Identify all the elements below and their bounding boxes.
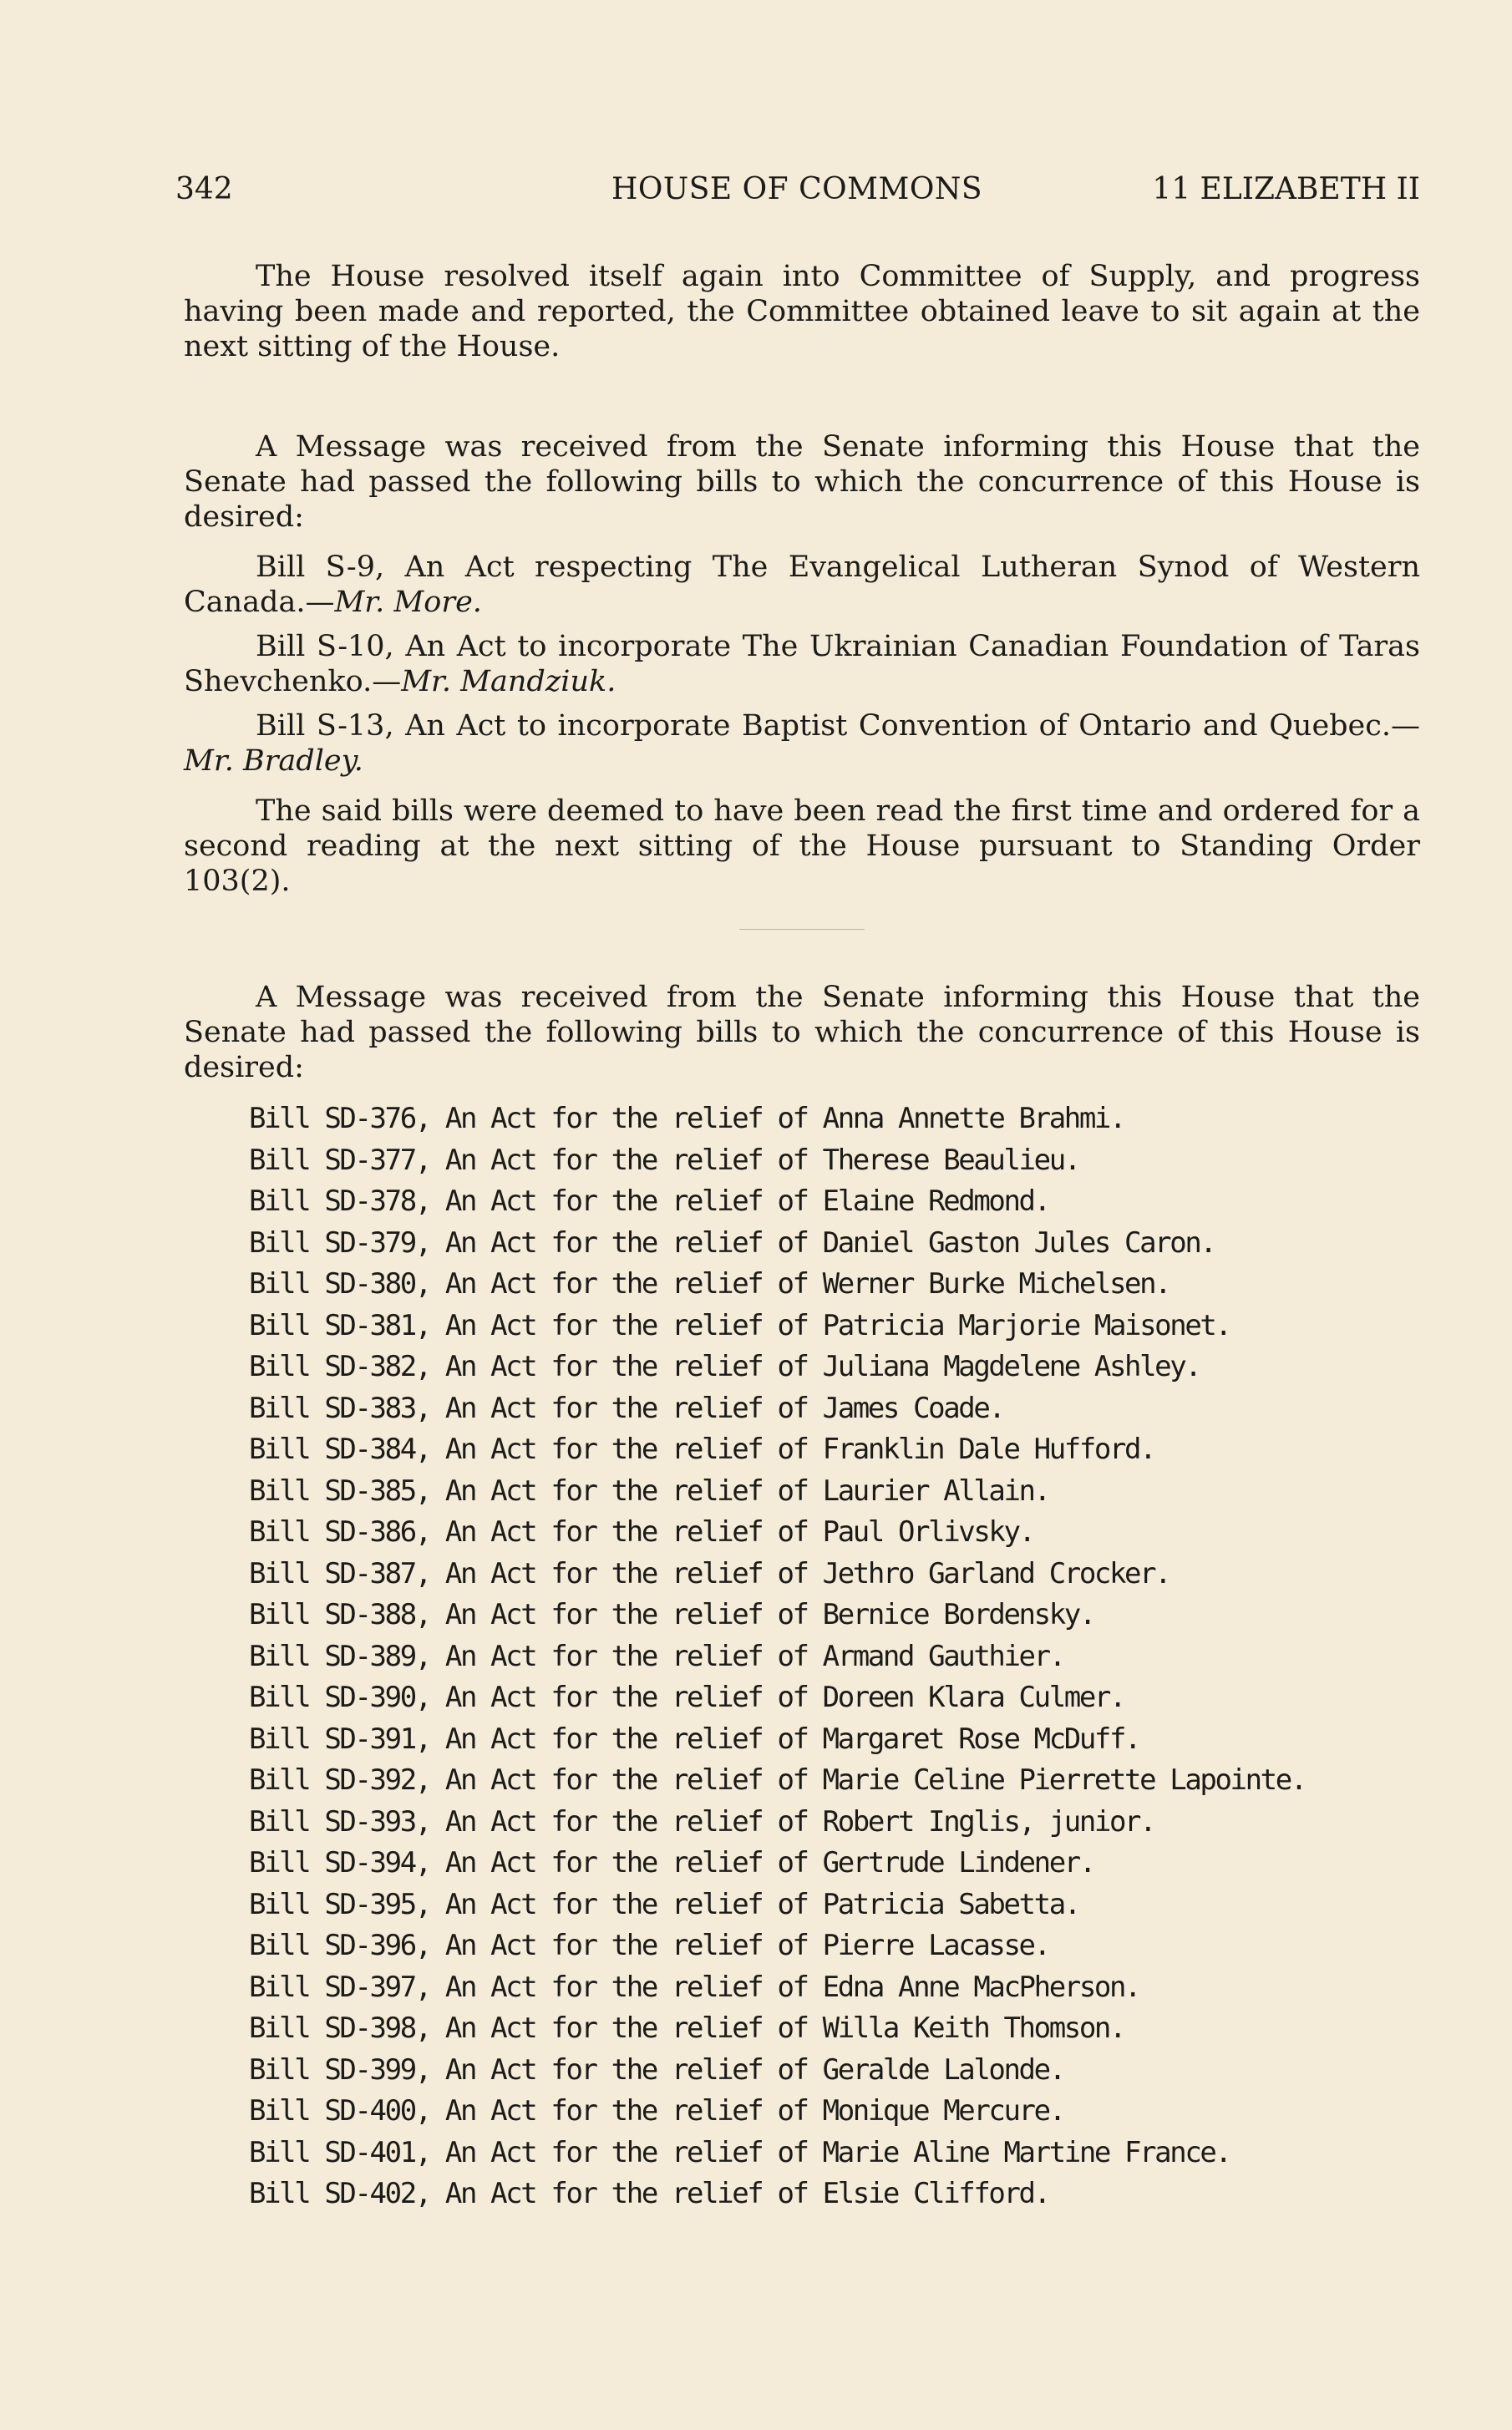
bill-list-item: Bill SD-388, An Act for the relief of Bernice Bordensky. [249,1598,1094,1631]
committee-supply-paragraph: The House resolved itself again into Committee of Supply, and progress having been made and reported, the Committee obtained leave to sit again at the next sitting of the House. [184,260,1420,363]
sponsor-name: Mr. Mandziuk. [401,665,616,698]
senate-message-paragraph: A Message was received from the Senate informing this House that the Senate had passed the following bills to which the concurrence of this House is desired: [184,430,1420,534]
bill-list-item: Bill SD-400, An Act for the relief of Monique Mercure. [249,2094,1064,2128]
senate-bill-list [184,550,1420,779]
senate-message-paragraph-2: A Message was received from the Senate informing this House that the Senate had passed the following bills to which the concurrence of this House is desired: [184,981,1420,1084]
bill-list-item: Bill SD-390, An Act for the relief of Doreen Klara Culmer. [249,1681,1125,1714]
bill-list-item: Bill SD-396, An Act for the relief of Pierre Lacasse. [249,1929,1049,1962]
bill-list-item: Bill SD-401, An Act for the relief of Marie Aline Martine France. [249,2135,1230,2169]
first-reading-paragraph: The said bills were deemed to have been read the first time and ordered for a second reading at the next sitting of the House pursuant to Standing Order 103(2). [184,794,1420,898]
bill-list-item: Bill SD-385, An Act for the relief of Laurier Allain. [249,1474,1049,1508]
header-title: HOUSE OF COMMONS [611,172,983,206]
bill-list-item: Bill SD-394, An Act for the relief of Gertrude Lindener. [249,1846,1094,1880]
bill-list-item: Bill SD-383, An Act for the relief of James Coade. [249,1391,1004,1425]
bill-list-item: Bill SD-387, An Act for the relief of Jethro Garland Crocker. [249,1556,1170,1590]
bill-list-item: Bill SD-389, An Act for the relief of Armand Gauthier. [249,1639,1064,1673]
bill-list-item: Bill SD-395, An Act for the relief of Patricia Sabetta. [249,1887,1079,1921]
bill-list-item: Bill SD-376, An Act for the relief of Anna Annette Brahmi. [249,1102,1125,1135]
page-body [184,259,1420,2215]
bill-list-item: Bill SD-392, An Act for the relief of Marie Celine Pierrette Lapointe. [249,1763,1306,1797]
divorce-bill-list [184,1098,1420,2215]
bill-list-item: Bill SD-397, An Act for the relief of Edna Anne MacPherson. [249,1970,1140,2004]
bill-list-item: Bill SD-379, An Act for the relief of Daniel Gaston Jules Caron. [249,1225,1215,1260]
page-number: 342 [175,172,233,206]
bill-list-item: Bill SD-402, An Act for the relief of Elsie Clifford. [249,2177,1049,2210]
sponsor-name: Mr. More. [334,586,482,619]
bill-list-item: Bill SD-378, An Act for the relief of Elaine Redmond. [249,1185,1049,1218]
sponsor-name: Mr. Bradley. [184,744,363,778]
bill-list-item: Bill SD-391, An Act for the relief of Margaret Rose McDuff. [249,1722,1140,1756]
regnal-year: 11 ELIZABETH II [1152,172,1420,206]
senate-bill-entry: Bill S-10, An Act to incorporate The Ukrainian Canadian Foundation of Taras Shevchenko.—Mr. Mandziuk. [184,630,1420,698]
bill-list-item: Bill SD-398, An Act for the relief of Willa Keith Thomson. [249,2011,1125,2045]
running-header [175,169,1420,211]
bill-list-item: Bill SD-381, An Act for the relief of Patricia Marjorie Maisonet. [249,1308,1230,1342]
bill-list-item: Bill SD-393, An Act for the relief of Robert Inglis, junior. [249,1804,1155,1839]
senate-bill-entry: Bill S-13, An Act to incorporate Baptist Convention of Ontario and Quebec.—Mr. Bradley. [184,709,1420,778]
senate-bill-entry: Bill S-9, An Act respecting The Evangelical Lutheran Synod of Western Canada.—Mr. More. [184,550,1420,619]
bill-list-item: Bill SD-380, An Act for the relief of Werner Burke Michelsen. [249,1267,1170,1301]
bill-list-item: Bill SD-399, An Act for the relief of Geralde Lalonde. [249,2052,1064,2087]
bill-list-item: Bill SD-377, An Act for the relief of Therese Beaulieu. [249,1143,1079,1177]
bill-list-item: Bill SD-382, An Act for the relief of Juliana Magdelene Ashley. [249,1350,1200,1383]
bill-list-item: Bill SD-386, An Act for the relief of Paul Orlivsky. [249,1515,1034,1549]
bill-list-item: Bill SD-384, An Act for the relief of Franklin Dale Hufford. [249,1433,1155,1466]
